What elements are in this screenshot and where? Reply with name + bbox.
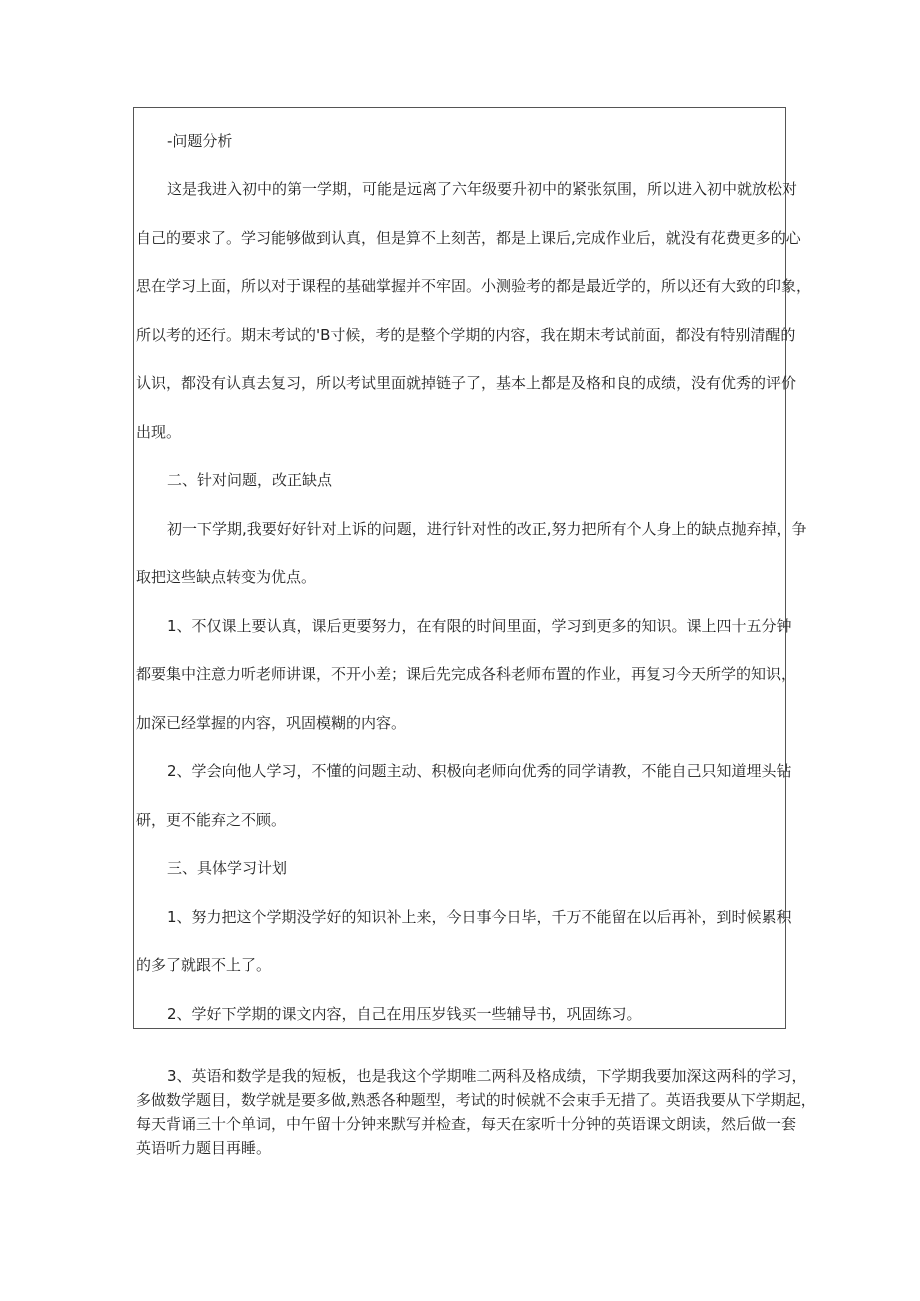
section-heading-study-plan: 三、具体学习计划 bbox=[167, 859, 288, 877]
list-item-line: 2、学好下学期的课文内容，自己在用压岁钱买一些辅导书，巩固练习。 bbox=[167, 1005, 642, 1023]
list-item-line: 2、学会向他人学习，不懂的问题主动、积极向老师向优秀的同学请教，不能自己只知道埋头钻 bbox=[167, 762, 792, 780]
paragraph-line: 自己的要求了。学习能够做到认真，但是算不上刻苦，都是上课后,完成作业后，就没有花费更多的心 bbox=[136, 229, 801, 247]
paragraph-line: 这是我进入初中的第一学期，可能是远离了六年级要升初中的紧张氛围，所以进入初中就放松对 bbox=[167, 180, 798, 198]
list-item-line: 研，更不能弃之不顾。 bbox=[136, 811, 287, 829]
paragraph-line: 所以考的还行。期末考试的'B寸候，考的是整个学期的内容，我在期末考试前面，都没有特别清醒的 bbox=[136, 326, 796, 344]
paragraph-line: 出现。 bbox=[136, 423, 182, 441]
list-item-line: 加深已经掌握的内容，巩固模糊的内容。 bbox=[136, 714, 407, 732]
list-item-line: 多做数学题目，数学就是要多做,熟悉各种题型，考试的时候就不会束手无措了。英语我要从下学期起， bbox=[136, 1091, 816, 1109]
list-item-line: 都要集中注意力听老师讲课，不开小差；课后先完成各科老师布置的作业，再复习今天所学的知识， bbox=[136, 665, 797, 683]
list-item-line: 每天背诵三十个单词，中午留十分钟来默写并检查，每天在家听十分钟的英语课文朗读，然后做一套 bbox=[136, 1115, 797, 1133]
list-item-line: 英语听力题目再睡。 bbox=[136, 1139, 272, 1157]
list-item-line: 1、不仅课上要认真，课后更要努力，在有限的时间里面，学习到更多的知识。课上四十五分钟 bbox=[167, 617, 792, 635]
paragraph-line: 思在学习上面，所以对于课程的基础掌握并不牢固。小测验考的都是最近学的，所以还有大致的印象， bbox=[136, 277, 812, 295]
list-item-line: 3、英语和数学是我的短板，也是我这个学期唯二两科及格成绩，下学期我要加深这两科的学习， bbox=[167, 1067, 807, 1085]
list-item-line: 的多了就跟不上了。 bbox=[136, 956, 272, 974]
paragraph-line: 认识，都没有认真去复习，所以考试里面就掉链子了，基本上都是及格和良的成绩，没有优秀的评价 bbox=[136, 374, 797, 392]
paragraph-line: 初一下学期,我要好好针对上诉的问题，进行针对性的改正,努力把所有个人身上的缺点抛弃掉，争 bbox=[167, 520, 807, 538]
section-heading-problem-analysis: -问题分析 bbox=[167, 132, 233, 150]
list-item-line: 1、努力把这个学期没学好的知识补上来，今日事今日毕，千万不能留在以后再补，到时候累积 bbox=[167, 908, 792, 926]
section-heading-fix-weaknesses: 二、针对问题，改正缺点 bbox=[167, 471, 333, 489]
paragraph-line: 取把这些缺点转变为优点。 bbox=[136, 568, 317, 586]
